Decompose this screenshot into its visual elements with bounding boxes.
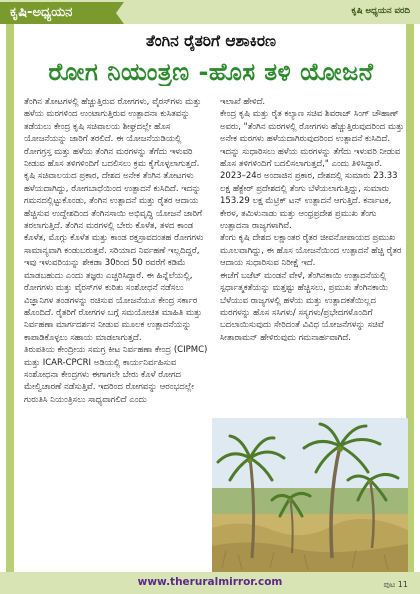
section-tag: ಕೃಷಿ-ಅಧ್ಯಯನ <box>0 2 124 24</box>
paragraph: ಇಲಾಖೆ ಹೇಳಿದೆ. <box>220 97 266 107</box>
paragraph: ಕೇಂದ್ರ ಕೃಷಿ ಮತ್ತು ರೈತ ಕಲ್ಯಾಣ ಸಚಿವ ಶಿವರಾಜ್ ಸಿಂಗ್ ಚೌಹಾಣ್ ಅವರು, "ತೆಂಗಿನ ಮರಗಳಲ್ಲಿ ರೋಗಗಳು ಹೆಚ್ಚುತ್ತಿರುವುದರಿಂದ ಮತ್ತು ಅನೇಕ ಮರಗಳು ಹಳೆಯದಾಗಿರುವುದರಿಂದ ಉತ್ಪಾದನೆ ಕುಸಿದಿದೆ. ಇದನ್ನು ಸುಧಾರಿಸಲು ಹಳೆಯ ಮರಗಳನ್ನು ತೆಗೆದು ಇಳುವರಿ ನೀಡುವ ಹೊಸ ತಳಿಗಳಿಂದಿಗೆ ಬದಲಿಸಲಾಗುತ್ತದೆ," ಎಂದು ತಿಳಿಸಿದ್ದಾರೆ. <box>220 109 404 170</box>
article-column-right <box>220 96 406 416</box>
article-subtitle: ತೆಂಗಿನ ರೈತರಿಗೆ ಆಶಾಕಿರಣ <box>145 32 277 50</box>
page-number: ಪುಟ 11 <box>383 580 408 589</box>
left-border-bar <box>6 24 14 572</box>
series-name: ಕೃಷಿ ಅಧ್ಯಯನ ವರದಿ <box>351 6 410 16</box>
paragraph: ಈಚೆಗೆ ಬಜೆಟ್ ಮಂಡನೆ ವೇಳೆ, ತೆಂಗಿನಕಾಯಿ ಉತ್ಪಾದನೆಯಲ್ಲಿ ಸ್ಪರ್ಧಾತ್ಮಕತೆಯನ್ನು ಮತ್ತಷ್ಟು ಹೆಚ್ಚಿಸಲು, ಪ್ರಮುಖ ತೆಂಗಿನಕಾಯಿ ಬೆಳೆಯುವ ರಾಜ್ಯಗಳಲ್ಲಿ ಹಳೆಯ ಮತ್ತು ಉತ್ಪಾದಕತೆಯಿಲ್ಲದ ಮರಗಳನ್ನು ಹೊಸ ಸಸಿಗಳು/ ಸಸ್ಯಗಳು/ಪ್ರಭೇದಗಳೊಂದಿಗೆ ಬದಲಾಯಿಸುವುದು ಸೇರಿದಂತೆ ವಿವಿಧ ಯೋಜನೆಗಳನ್ನು ಸಚಿವೆ ಸೀತಾರಾಮನ್ ಹೇಳಿರುವುದು ಗಮನಾರ್ಹವಾಗಿದೆ. <box>220 270 388 343</box>
website-link[interactable]: www.theruralmirror.com <box>137 576 283 588</box>
article-title: ರೋಗ ನಿಯಂತ್ರಣ -ಹೊಸ ತಳಿ ಯೋಜನೆ <box>48 58 374 86</box>
paragraph: ತಿರುಪತಿಯ ಕೇಂದ್ರೀಯ ಸಮಗ್ರ ಕೀಟ ನಿರ್ವಹಣಾ ಕೇಂದ್ರ (CIPMC) ಮತ್ತು ICAR-CPCRI ಅಡಿಯಲ್ಲಿ ಕಾರ್ಯನಿರ್ವಹಿಸುವ ಸಂಶೋಧನಾ ಕೇಂದ್ರಗಳು ಈಗಾಗಲೇ ಬೇರು ಕೊಳೆ ರೋಗದ ಮೇಲ್ವಿಚಾರಣೆ ನಡೆಸುತ್ತಿವೆ. ಇದರಿಂದ ರೋಗವನ್ನು ಆರಂಭದಲ್ಲೇ ಗುರುತಿಸಿ ನಿಯಂತ್ರಿಸಲು ಸಾಧ್ಯವಾಗಲಿದೆ ಎಂದು <box>24 345 208 405</box>
coconut-plantation-photo <box>212 418 408 574</box>
paragraph: ಕೃಷಿ ಸಚಿವಾಲಯದ ಪ್ರಕಾರ, ದೇಶದ ಅನೇಕ ತೆಂಗಿನ ತೋಟಗಳು ಹಳೆಯದಾಗಿದ್ದು, ರೋಗಬಾಧೆಯಿಂದ ಉತ್ಪಾದನೆ ಕುಸಿದಿದೆ. ಇದನ್ನು ಗಮನದಲ್ಲಿಟ್ಟುಕೊಂಡು, ತೆಂಗಿನ ಉತ್ಪಾದನೆ ಮತ್ತು ರೈತರ ಆದಾಯ ಹೆಚ್ಚಿಸುವ ಉದ್ದೇಶದಿಂದ ತೆಂಗಿನಸಾಯಿ ಅಭಿವೃದ್ಧಿ ಯೋಜನೆ ಜಾರಿಗೆ ತರಲಾಗುತ್ತಿದೆ. ತೆಂಗಿನ ಮರಗಳಲ್ಲಿ ಬೇರು ಕೊಳೆತ, ತಳದ ಕಾಂಡ ಕೊಳೆತ, ಮೊಗ್ಗು ಕೊಳೆತ ಮತ್ತು ಕಾಂಡ ರಕ್ತಸ್ರಾವದಂತಹ ರೋಗಗಳು ಸಾಮಾನ್ಯವಾಗಿ ಕಂಡುಬರುತ್ತವೆ. ಸರಿಯಾದ ನಿರ್ವಹಣೆ ಇಲ್ಲದಿದ್ದರೆ, ಇವು ಇಳುವರಿಯನ್ನು ಶೇಕಡಾ 30ರಿಂದ 50 ರವರೆಗೆ ಕಡಿಮೆ ಮಾಡಬಹುದು ಎಂದು ತಜ್ಞರು ಎಚ್ಚರಿಸಿದ್ದಾರೆ. ಈ ಹಿನ್ನೆಲೆಯಲ್ಲಿ, ರೋಗಗಳು ಮತ್ತು ವೈರಸ್‌ಗಳ ಕುರಿತು ಸಂಶೋಧನೆ ನಡೆಸಲು ವಿಜ್ಞಾನಿಗಳ ತಂಡಗಳನ್ನು ರಚಿಸುವ ಯೋಜನೆಯೂ ಕೇಂದ್ರ ಸರ್ಕಾರ ಹೊಂದಿದೆ. ರೈತರಿಗೆ ರೋಗಗಳ ಬಗ್ಗೆ ಸಮಯೋಚಿತ ಮಾಹಿತಿ ಮತ್ತು ನಿರ್ವಹಣಾ ಮಾರ್ಗದರ್ಶನ ನೀಡುವ ಮೂಲಕ ಉತ್ಪಾದನೆಯನ್ನು ಕಾಪಾಡಿಕೊಳ್ಳಲು ಸಹಾಯ ಮಾಡಲಾಗುತ್ತದೆ. <box>24 171 204 343</box>
paragraph: ತೆಂಗಿನ ತೋಟಗಳಲ್ಲಿ ಹೆಚ್ಚುತ್ತಿರುವ ರೋಗಗಳು, ವೈರಸ್‌ಗಳು ಮತ್ತು ಹಳೆಯ ಮರಗಳಿಂದ ಉಂಟಾಗುತ್ತಿರುವ ಉತ್ಪಾದನಾ ಕುಸಿತವನ್ನು ತಡೆಯಲು ಕೇಂದ್ರ ಕೃಷಿ ಸಚಿವಾಲಯ ಶೀಘ್ರದಲ್ಲೇ ಹೊಸ ಯೋಜನೆಯನ್ನು ಜಾರಿಗೆ ತರಲಿದೆ. ಈ ಯೋಜನೆಯಡಿಯಲ್ಲಿ ರೋಗಗ್ರಸ್ತ ಮತ್ತು ಹಳೆಯ ತೆಂಗಿನ ಮರಗಳನ್ನು ತೆಗೆದು ಇಳುವರಿ ನೀಡುವ ಹೊಸ ತಳಿಗಳಿಂದಿಗೆ ಬದಲಿಸಲು ಕ್ರಮ ಕೈಗೊಳ್ಳಲಾಗುತ್ತದೆ. <box>24 97 202 170</box>
paragraph: ತೆಂಗು ಕೃಷಿ ದೇಶದ ಲಕ್ಷಾಂತರ ರೈತರ ಜೀವನೋಪಾಯದ ಪ್ರಮುಖ ಮೂಲವಾಗಿದ್ದು, ಈ ಹೊಸ ಯೋಜನೆಯಿಂದ ಉತ್ಪಾದನೆ ಹೆಚ್ಚಿ ರೈತರ ಆದಾಯ ಸುಧಾರಿಸುವ ನಿರೀಕ್ಷೆ ಇದೆ. <box>220 233 402 269</box>
article-column-left <box>24 96 210 568</box>
paragraph: 2023–24ರ ಅಂದಾಜಿನ ಪ್ರಕಾರ, ದೇಶದಲ್ಲಿ ಸುಮಾರು 23.33 ಲಕ್ಷ ಹೆಕ್ಟೇರ್ ಪ್ರದೇಶದಲ್ಲಿ ತೆಂಗು ಬೆಳೆಯಲಾಗುತ್ತಿದ್ದು, ಸುಮಾರು 153.29 ಲಕ್ಷ ಮೆಟ್ರಿಕ್ ಟನ್ ಉತ್ಪಾದನೆ ಆಗುತ್ತಿದೆ. ಕರ್ನಾಟಕ, ಕೇರಳ, ತಮಿಳುನಾಡು ಮತ್ತು ಆಂಧ್ರಪ್ರದೇಶ ಪ್ರಮುಖ ತೆಂಗು ಉತ್ಪಾದನಾ ರಾಜ್ಯಗಳಾಗಿವೆ. <box>220 171 398 232</box>
